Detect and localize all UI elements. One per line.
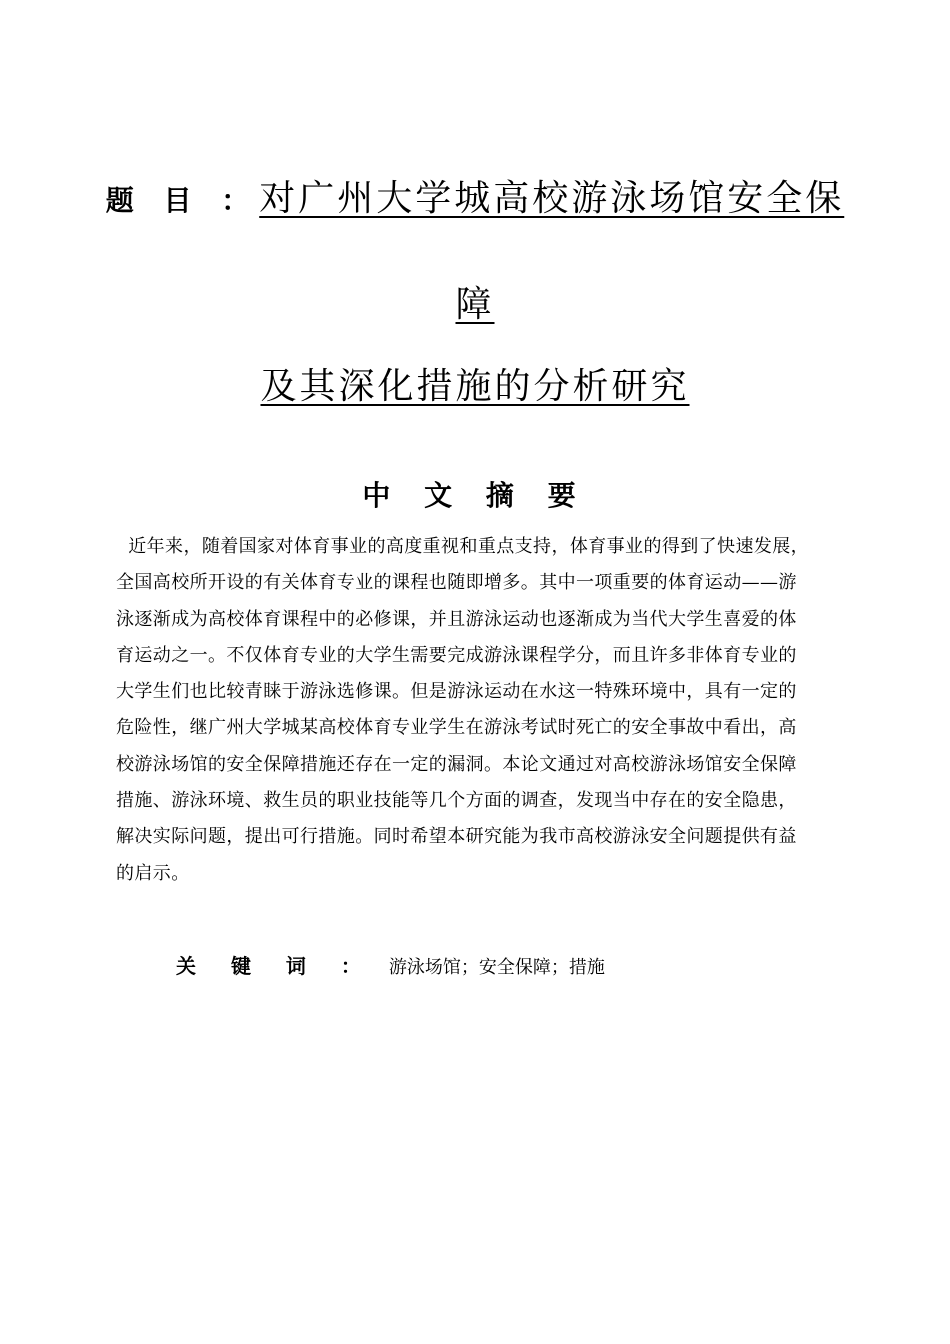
title-text-part-3: 及其深化措施的分析研究: [260, 366, 690, 407]
abstract-line: 近年来，随着国家对体育事业的高度重视和重点支持，体育事业的得到了快速发展，: [116, 536, 810, 557]
abstract-line: 育运动之一。不仅体育专业的大学生需要完成游泳课程学分，而且许多非体育专业的: [116, 644, 797, 666]
abstract-line: 的启示。: [116, 862, 190, 884]
abstract-line: 全国高校所开设的有关体育专业的课程也随即增多。其中一项重要的体育运动——游: [116, 572, 797, 594]
abstract-line: 泳逐渐成为高校体育课程中的必修课，并且游泳运动也逐渐成为当代大学生喜爱的体: [116, 608, 797, 630]
abstract-line: 措施、游泳环境、救生员的职业技能等几个方面的调查，发现当中存在的安全隐患，: [116, 790, 797, 812]
title-line-2: [0, 283, 950, 327]
title-line-1: [0, 177, 950, 223]
title-label: 题 目 ：: [105, 184, 260, 217]
keywords: [176, 951, 605, 983]
abstract-line: 解决实际问题，提出可行措施。同时希望本研究能为我市高校游泳安全问题提供有益: [116, 826, 797, 848]
keywords-values: 游泳场馆；安全保障；措施: [388, 957, 605, 978]
title-text-part-1: 对广州大学城高校游泳场馆安全保: [259, 178, 845, 219]
title-line-3: [0, 365, 950, 409]
title-text-part-2: 障: [455, 284, 495, 325]
abstract-heading: 中 文 摘 要: [362, 479, 588, 512]
abstract-line: 危险性，继广州大学城某高校体育专业学生在游泳考试时死亡的安全事故中看出，高: [116, 717, 797, 739]
keywords-label: 关 键 词 ：: [176, 954, 375, 978]
abstract-body: [116, 529, 876, 892]
abstract-line: 大学生们也比较青睐于游泳选修课。但是游泳运动在水这一特殊环境中，具有一定的: [116, 681, 797, 703]
abstract-line: 校游泳场馆的安全保障措施还存在一定的漏洞。本论文通过对高校游泳场馆安全保障: [116, 753, 797, 775]
